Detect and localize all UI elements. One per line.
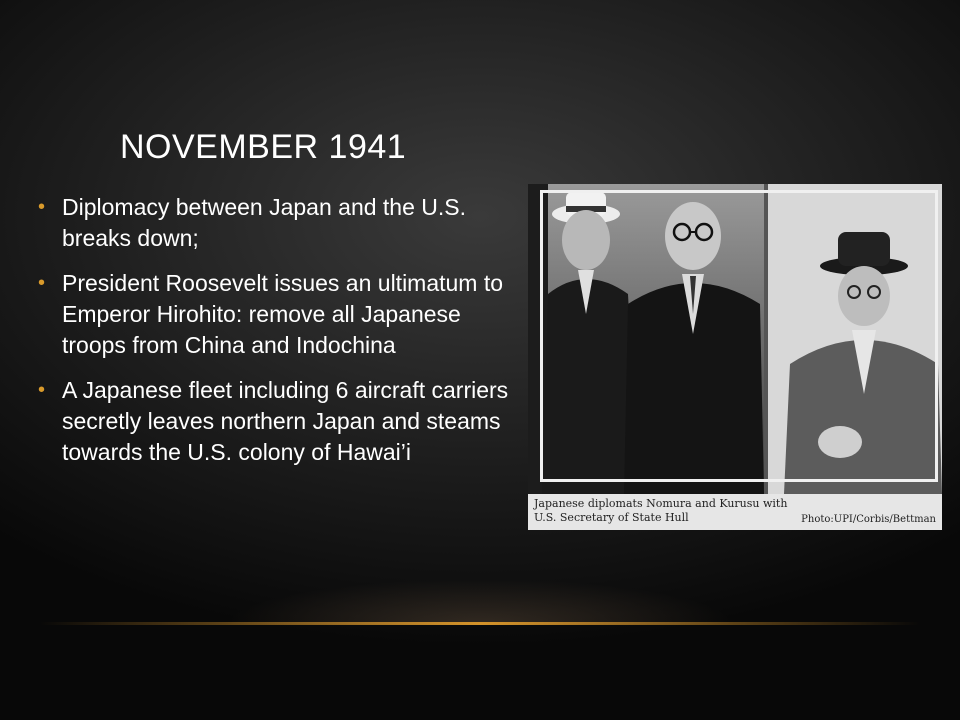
accent-line (40, 622, 920, 625)
bullet-text: Diplomacy between Japan and the U.S. breaks down; (62, 194, 467, 251)
bullet-item (38, 375, 518, 468)
slide-title: NOVEMBER 1941 (120, 128, 407, 166)
historical-photo (528, 184, 942, 530)
bullet-text: President Roosevelt issues an ultimatum to Emperor Hirohito: remove all Japanese troops from China and Indochina (62, 270, 504, 358)
bullet-marker: • (38, 379, 46, 401)
bullet-list (38, 192, 518, 482)
bullet-marker: • (38, 272, 46, 294)
photo-caption (534, 497, 824, 525)
bullet-item (38, 192, 518, 254)
photo-credit: Photo:UPI/Corbis/Bettman (801, 514, 936, 525)
caption-line-1: Japanese diplomats Nomura and Kurusu with (534, 497, 788, 510)
bullet-marker: • (38, 196, 46, 218)
photo-image (528, 184, 942, 494)
bottom-glow (120, 560, 840, 624)
caption-line-2: U.S. Secretary of State Hull (534, 511, 689, 524)
bullet-text: A Japanese fleet including 6 aircraft carriers secretly leaves northern Japan and steams towards the U.S. colony of Hawai’i (62, 377, 509, 465)
photo-white-frame (540, 190, 938, 482)
photo-caption-bar (528, 494, 942, 530)
bullet-item (38, 268, 518, 361)
